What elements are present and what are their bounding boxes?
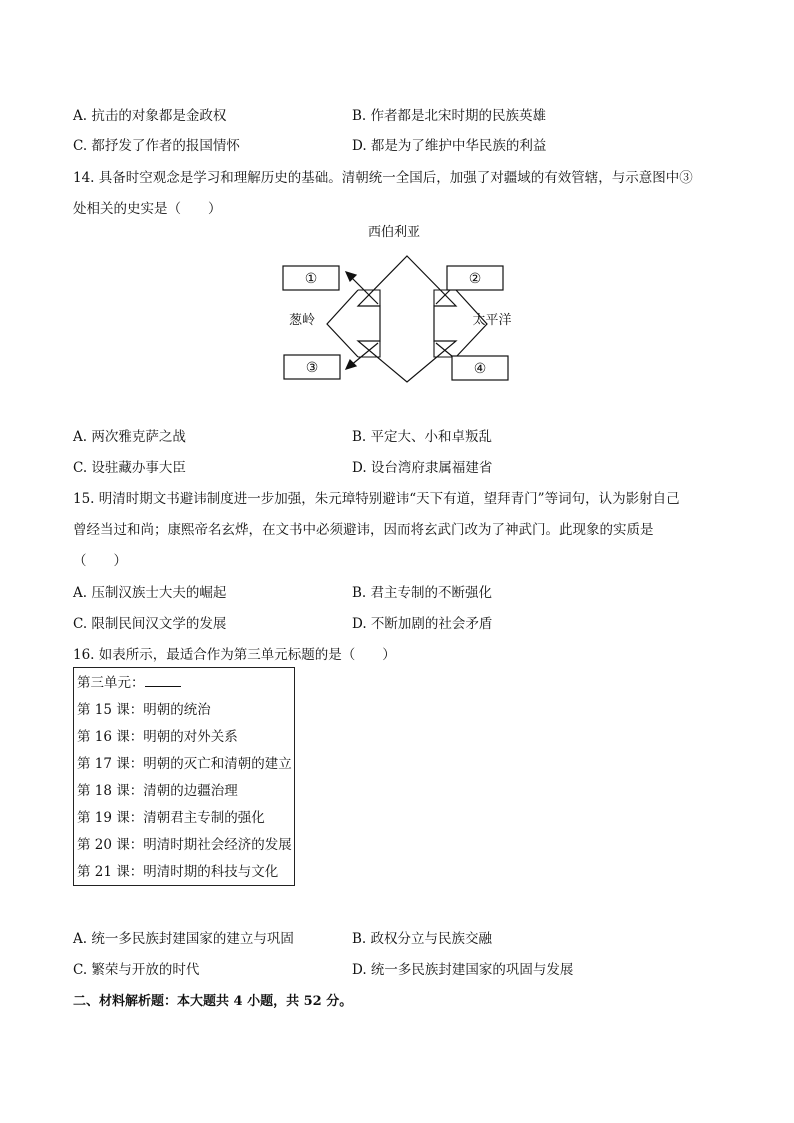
table-row: 第 21 课：明清时期的科技与文化 <box>77 864 279 880</box>
q14-option-d: D. 设台湾府隶属福建省 <box>352 460 493 476</box>
map-label-west: 葱岭 <box>288 313 316 328</box>
q15-stem-line3: （ ） <box>73 553 127 569</box>
table-row: 第 19 课：清朝君主专制的强化 <box>77 810 265 826</box>
q16-option-d: D. 统一多民族封建国家的巩固与发展 <box>352 962 574 978</box>
q15-option-c: C. 限制民间汉文学的发展 <box>73 616 227 632</box>
q16-unit-table <box>73 667 295 886</box>
q14-option-b: B. 平定大、小和卓叛乱 <box>352 429 493 445</box>
q14-option-a: A. 两次雅克萨之战 <box>73 429 186 445</box>
map-cross-shape <box>358 256 456 382</box>
q15-stem-line1: 15. 明清时期文书避讳制度进一步加强，朱元璋特别避讳“天下有道，望拜青门”等词句，认为影射自己 <box>73 491 680 507</box>
map-box-4-label: ④ <box>473 361 487 377</box>
q16-stem: 16. 如表所示，最适合作为第三单元标题的是（ ） <box>73 647 396 663</box>
q15-option-a: A. 压制汉族士大夫的崛起 <box>73 585 227 601</box>
table-title-row <box>77 671 181 691</box>
map-label-north: 西伯利亚 <box>367 225 421 240</box>
q15-option-b: B. 君主专制的不断强化 <box>352 585 493 601</box>
table-title-blank <box>145 674 181 687</box>
q14-stem-line2: 处相关的史实是（ ） <box>73 201 222 217</box>
q13-option-c: C. 都抒发了作者的报国情怀 <box>73 138 240 154</box>
q13-option-a: A. 抗击的对象都是金政权 <box>73 108 227 124</box>
table-row: 第 17 课：明朝的灭亡和清朝的建立 <box>77 756 292 772</box>
q14-stem-line1: 14. 具备时空观念是学习和理解历史的基础。清朝统一全国后，加强了对疆域的有效管辖，与示意图中③ <box>73 170 693 186</box>
q13-option-b: B. 作者都是北宋时期的民族英雄 <box>352 108 547 124</box>
map-box-3-label: ③ <box>305 360 319 376</box>
q16-option-b: B. 政权分立与民族交融 <box>352 931 493 947</box>
q14-map-diagram <box>270 218 520 388</box>
table-row: 第 18 课：清朝的边疆治理 <box>77 783 238 799</box>
q15-option-d: D. 不断加剧的社会矛盾 <box>352 616 493 632</box>
q13-option-d: D. 都是为了维护中华民族的利益 <box>352 138 547 154</box>
map-box-2-label: ② <box>468 271 482 287</box>
table-row: 第 20 课：明清时期社会经济的发展 <box>77 837 292 853</box>
q16-option-a: A. 统一多民族封建国家的建立与巩固 <box>73 931 294 947</box>
table-row: 第 16 课：明朝的对外关系 <box>77 729 238 745</box>
map-box-1-label: ① <box>304 271 318 287</box>
q14-option-c: C. 设驻藏办事大臣 <box>73 460 186 476</box>
table-title: 第三单元： <box>77 675 145 691</box>
q16-option-c: C. 繁荣与开放的时代 <box>73 962 200 978</box>
map-label-east: 太平洋 <box>472 313 512 328</box>
section-2-heading: 二、材料解析题：本大题共 4 小题，共 52 分。 <box>73 994 353 1009</box>
table-row: 第 15 课：明朝的统治 <box>77 702 211 718</box>
q15-stem-line2: 曾经当过和尚；康熙帝名玄烨，在文书中必须避讳，因而将玄武门改为了神武门。此现象的实质是 <box>73 522 654 538</box>
